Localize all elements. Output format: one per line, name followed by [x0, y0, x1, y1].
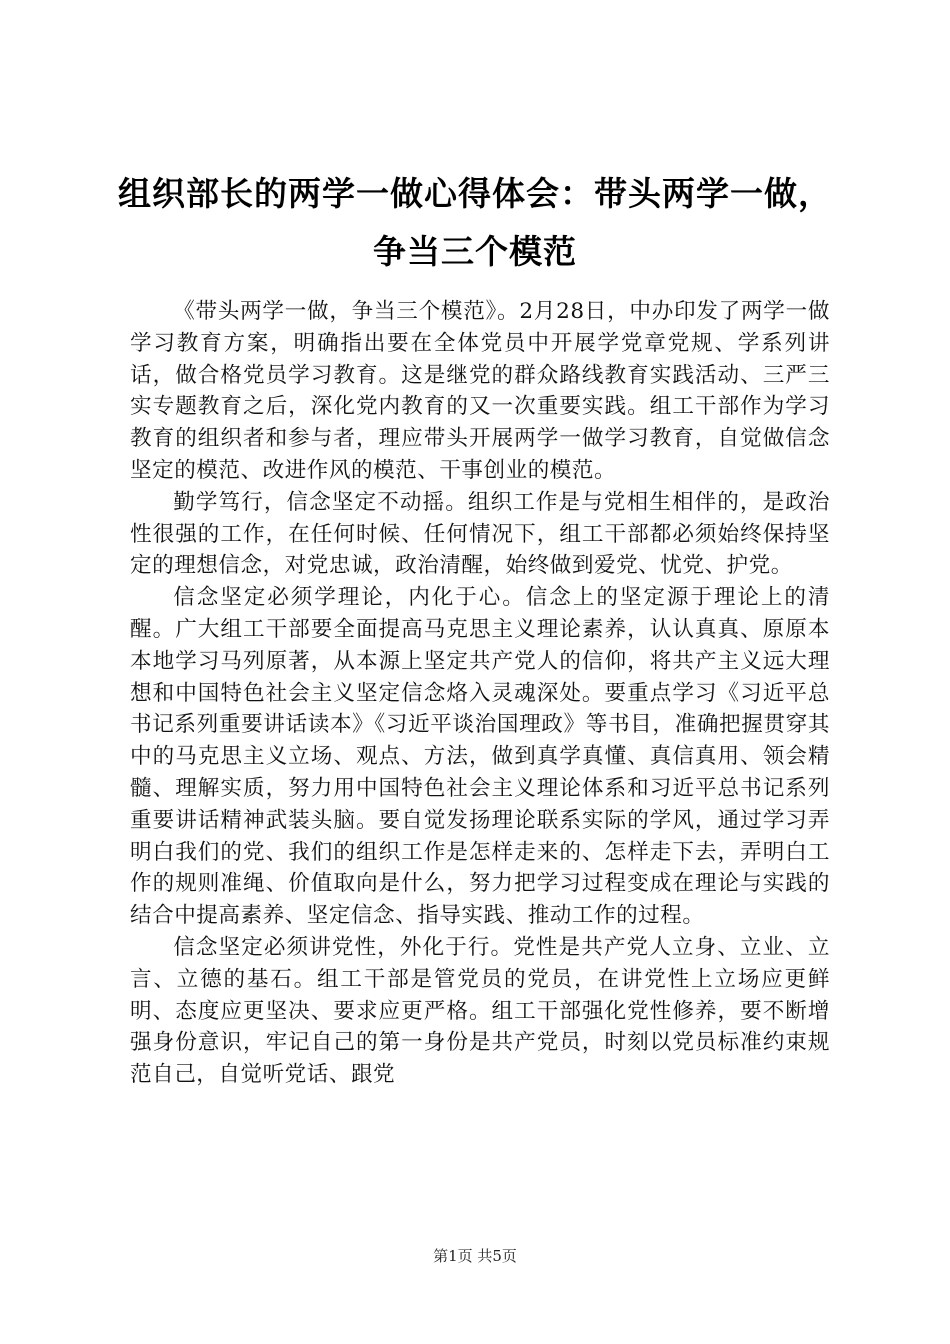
document-body — [130, 296, 830, 1091]
paragraph-4: 信念坚定必须讲党性，外化于行。党性是共产党人立身、立业、立言、立德的基石。组工干部是管党员的党员，在讲党性上立场应更鲜明、态度应更坚决、要求应更严格。组工干部强化党性修养，要不断增强身份意识，牢记自己的第一身份是共产党员，时刻以党员标准约束规范自己，自觉听党话、跟党 — [130, 934, 830, 1088]
document-title-line-2: 争当三个模范 — [373, 232, 577, 271]
paragraph-1: 《带头两学一做，争当三个模范》。2月28日，中办印发了两学一做学习教育方案，明确指出要在全体党员中开展学党章党规、学系列讲话，做合格党员学习教育。这是继党的群众路线教育实践活动、三严三实专题教育之后，深化党内教育的又一次重要实践。组工干部作为学习教育的组织者和参与者，理应带头开展两学一做学习教育，自觉做信念坚定的模范、改进作风的模范、干事创业的模范。 — [130, 299, 830, 483]
paragraph-3: 信念坚定必须学理论，内化于心。信念上的坚定源于理论上的清醒。广大组工干部要全面提高马克思主义理论素养，认认真真、原原本本地学习马列原著，从本源上坚定共产党人的信仰，将共产主义远大理想和中国特色社会主义坚定信念烙入灵魂深处。要重点学习《习近平总书记系列重要讲话读本》《习近平谈治国理政》等书目，准确把握贯穿其中的马克思主义立场、观点、方法，做到真学真懂、真信真用、领会精髓、理解实质，努力用中国特色社会主义理论体系和习近平总书记系列重要讲话精神武装头脑。要自觉发扬理论联系实际的学风，通过学习弄明白我们的党、我们的组织工作是怎样走来的、怎样走下去，弄明白工作的规则准绳、价值取向是什么，努力把学习过程变成在理论与实践的结合中提高素养、坚定信念、指导实践、推动工作的过程。 — [130, 585, 830, 929]
page-footer: 第1页 共5页 — [433, 1247, 517, 1265]
document-title-line-1: 组织部长的两学一做心得体会：带头两学一做， — [118, 174, 832, 213]
paragraph-2: 勤学笃行，信念坚定不动摇。组织工作是与党相生相伴的，是政治性很强的工作，在任何时候、任何情况下，组工干部都必须始终保持坚定的理想信念，对党忠诚，政治清醒，始终做到爱党、忧党、护党。 — [130, 489, 830, 579]
